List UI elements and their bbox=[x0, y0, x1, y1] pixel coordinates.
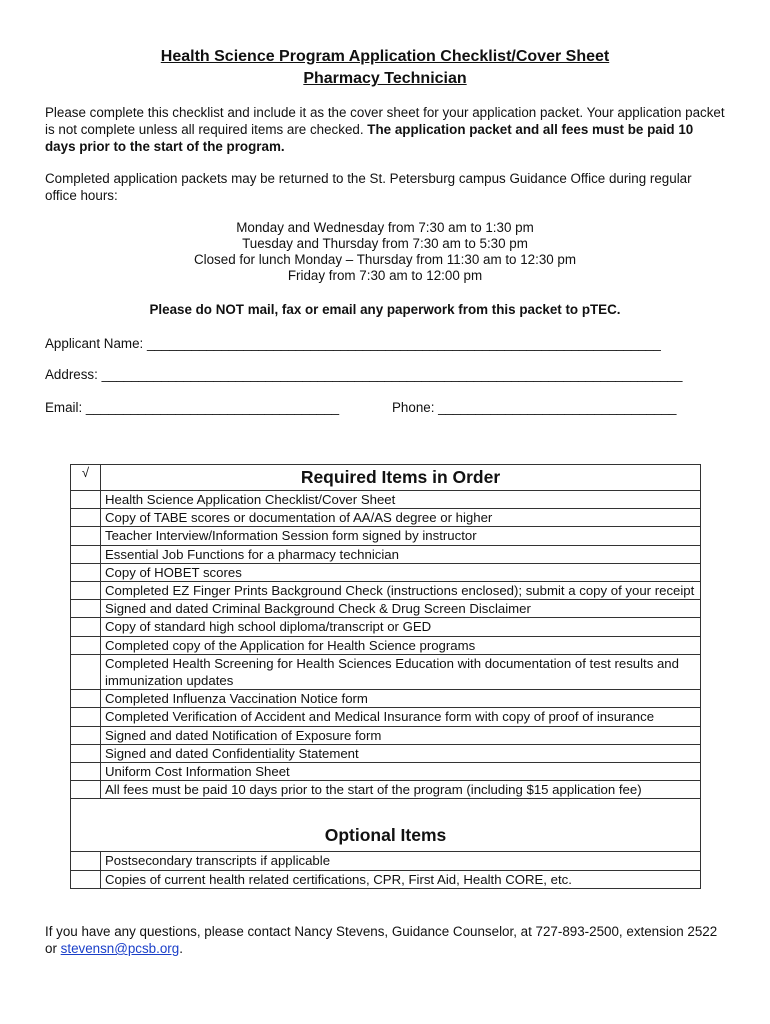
checkbox-cell[interactable] bbox=[71, 618, 101, 636]
hours-line: Closed for lunch Monday – Thursday from 11:30 am to 12:30 pm bbox=[193, 252, 577, 267]
hours-line: Tuesday and Thursday from 7:30 am to 5:30 pm bbox=[242, 236, 528, 251]
email-field[interactable]: Email: __________________________________ bbox=[45, 400, 340, 415]
checkbox-cell[interactable] bbox=[71, 726, 101, 744]
checklist-row bbox=[71, 563, 701, 581]
checkbox-cell[interactable] bbox=[71, 636, 101, 654]
checkbox-cell[interactable] bbox=[71, 852, 101, 870]
checklist-item-label: Copy of HOBET scores bbox=[101, 563, 701, 581]
phone-field[interactable]: Phone: ________________________________ bbox=[392, 400, 677, 415]
required-items-heading: Required Items in Order bbox=[300, 467, 501, 487]
checklist-item-label: Completed copy of the Application for Health Science programs bbox=[101, 636, 701, 654]
checklist-table bbox=[70, 464, 701, 889]
checklist-row bbox=[71, 852, 701, 870]
checklist-item-label: Copy of standard high school diploma/transcript or GED bbox=[101, 618, 701, 636]
checkbox-cell[interactable] bbox=[71, 491, 101, 509]
checklist-item-label: Teacher Interview/Information Session form signed by instructor bbox=[101, 527, 701, 545]
checkbox-cell[interactable] bbox=[71, 545, 101, 563]
checklist-item-label: Postsecondary transcripts if applicable bbox=[101, 852, 701, 870]
checklist-item-label: Essential Job Functions for a pharmacy technician bbox=[101, 545, 701, 563]
checkbox-cell[interactable] bbox=[71, 527, 101, 545]
checkbox-cell[interactable] bbox=[71, 690, 101, 708]
no-mail-notice: Please do NOT mail, fax or email any paperwork from this packet to pTEC. bbox=[149, 302, 621, 317]
checklist-item-label: Completed Health Screening for Health Sciences Education with documentation of test results and immunization updates bbox=[101, 654, 701, 689]
checkbox-cell[interactable] bbox=[71, 870, 101, 888]
checkbox-cell[interactable] bbox=[71, 781, 101, 799]
required-heading-row bbox=[71, 465, 701, 491]
contact-end: . bbox=[179, 941, 183, 956]
required-heading-cell bbox=[101, 465, 701, 491]
return-paragraph: Completed application packets may be returned to the St. Petersburg campus Guidance Office during regular office hours: bbox=[45, 171, 692, 203]
checklist-row bbox=[71, 545, 701, 563]
checklist-row bbox=[71, 600, 701, 618]
checklist-row bbox=[71, 708, 701, 726]
checklist-row bbox=[71, 726, 701, 744]
checkbox-cell[interactable] bbox=[71, 708, 101, 726]
checklist-item-label: Signed and dated Notification of Exposure form bbox=[101, 726, 701, 744]
checklist-item-label: All fees must be paid 10 days prior to the start of the program (including $15 application fee) bbox=[101, 781, 701, 799]
document-title: Health Science Program Application Checklist/Cover Sheet bbox=[160, 48, 610, 65]
hours-line: Monday and Wednesday from 7:30 am to 1:30 pm bbox=[236, 220, 534, 235]
checklist-row bbox=[71, 654, 701, 689]
checkbox-cell[interactable] bbox=[71, 509, 101, 527]
checkbox-cell[interactable] bbox=[71, 654, 101, 689]
intro-paragraph bbox=[45, 104, 725, 155]
checklist-row bbox=[71, 618, 701, 636]
hours-line: Friday from 7:30 am to 12:00 pm bbox=[287, 268, 483, 283]
checklist-row bbox=[71, 509, 701, 527]
checkbox-cell[interactable] bbox=[71, 600, 101, 618]
checklist-row bbox=[71, 491, 701, 509]
checklist-item-label: Uniform Cost Information Sheet bbox=[101, 763, 701, 781]
contact-text: If you have any questions, please contact Nancy Stevens, Guidance Counselor, at 727-893-2500, extension 2522 or bbox=[45, 924, 718, 956]
checkbox-cell[interactable] bbox=[71, 763, 101, 781]
checklist-item-label: Copies of current health related certifications, CPR, First Aid, Health CORE, etc. bbox=[101, 870, 701, 888]
optional-heading-cell bbox=[71, 799, 701, 852]
checklist-item-label: Signed and dated Criminal Background Check & Drug Screen Disclaimer bbox=[101, 600, 701, 618]
checklist-row bbox=[71, 636, 701, 654]
contact-email-link[interactable]: stevensn@pcsb.org bbox=[60, 941, 180, 956]
optional-heading-row bbox=[71, 799, 701, 852]
address-field[interactable]: Address: ______________________________________________________________________________ bbox=[45, 367, 683, 382]
contact-paragraph bbox=[45, 923, 725, 957]
checklist-item-label: Signed and dated Confidentiality Statement bbox=[101, 744, 701, 762]
checklist-row bbox=[71, 763, 701, 781]
checklist-item-label: Completed EZ Finger Prints Background Check (instructions enclosed); submit a copy of your receipt bbox=[101, 582, 701, 600]
checklist-item-label: Copy of TABE scores or documentation of AA/AS degree or higher bbox=[101, 509, 701, 527]
applicant-name-field[interactable]: Applicant Name: _____________________________________________________________________ bbox=[45, 336, 661, 351]
checklist-row bbox=[71, 582, 701, 600]
checkbox-cell[interactable] bbox=[71, 563, 101, 581]
checklist-row bbox=[71, 870, 701, 888]
intro-text: Please complete this checklist and include it as the cover sheet for your application packet. Your application packet is not complete unless all required items are checked. bbox=[45, 105, 725, 137]
optional-items-heading: Optional Items bbox=[324, 825, 447, 846]
checklist-item-label: Health Science Application Checklist/Cover Sheet bbox=[101, 491, 701, 509]
checklist-row bbox=[71, 527, 701, 545]
checklist-item-label: Completed Influenza Vaccination Notice form bbox=[101, 690, 701, 708]
checkbox-cell[interactable] bbox=[71, 582, 101, 600]
check-column-header: √ bbox=[71, 465, 101, 491]
checklist-row bbox=[71, 781, 701, 799]
checkbox-cell[interactable] bbox=[71, 744, 101, 762]
checklist-row bbox=[71, 744, 701, 762]
checklist-item-label: Completed Verification of Accident and Medical Insurance form with copy of proof of insurance bbox=[101, 708, 701, 726]
document-subtitle: Pharmacy Technician bbox=[303, 70, 467, 87]
intro-bold-text: The application packet and all fees must be paid 10 days prior to the start of the program. bbox=[45, 122, 694, 154]
checklist-row bbox=[71, 690, 701, 708]
